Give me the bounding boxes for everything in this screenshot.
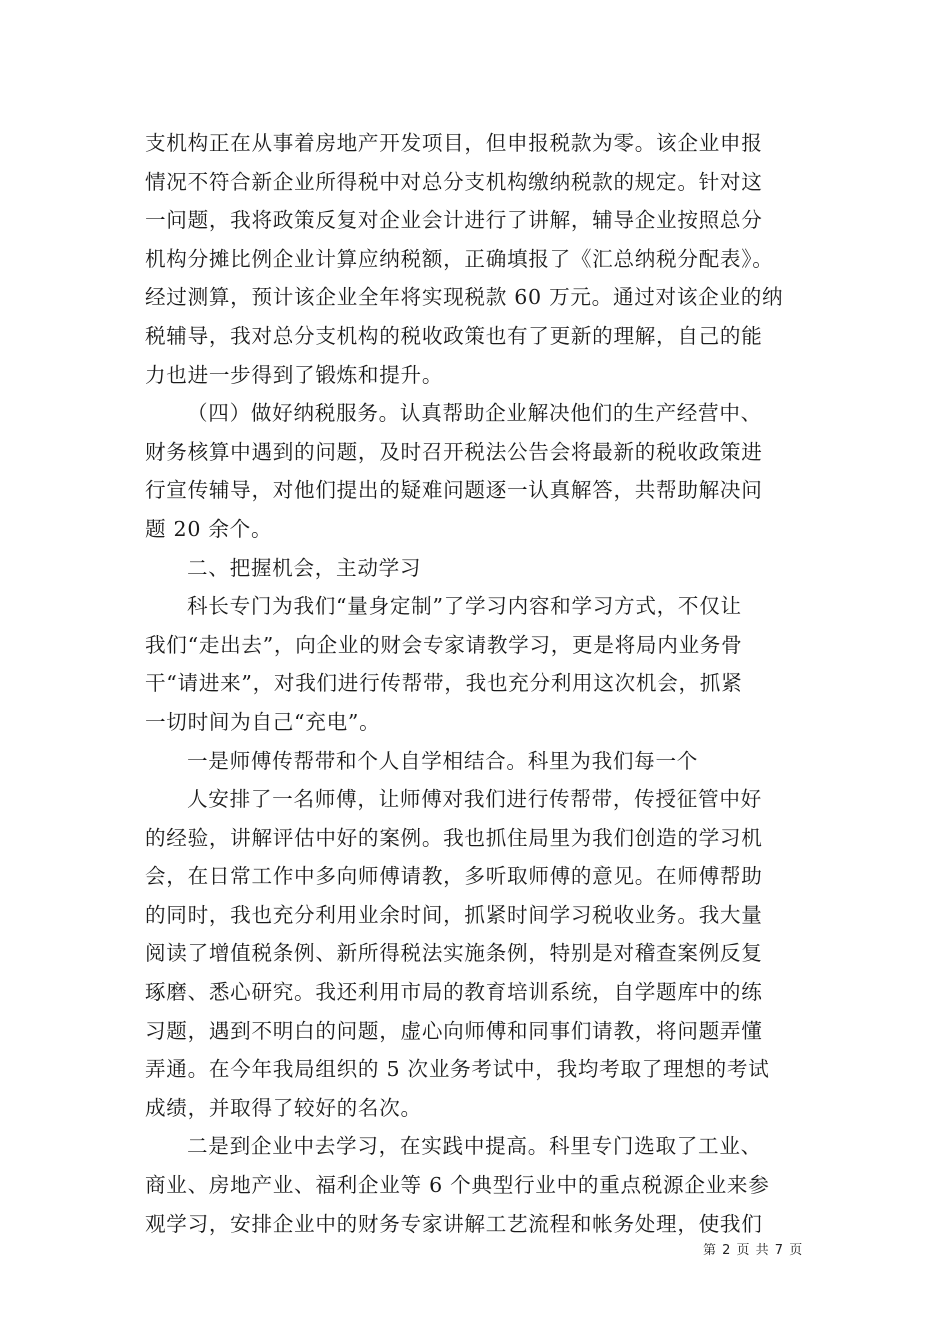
text-line: 阅读了增值税条例、新所得税法实施条例，特别是对稽查案例反复 [145,941,763,966]
text-line: 商业、房地产业、福利企业等 6 个典型行业中的重点税源企业来参 [145,1173,770,1198]
text-line: 财务核算中遇到的问题，及时召开税法公告会将最新的税收政策进 [145,439,763,464]
section-heading-learning: 二、把握机会，主动学习 [187,555,422,580]
text-line: 琢磨、悉心研究。我还利用市局的教育培训系统，自学题库中的练 [145,980,763,1005]
text-line: 机构分摊比例企业计算应纳税额，正确填报了《汇总纳税分配表》。 [145,246,774,271]
text-line: 情况不符合新企业所得税中对总分支机构缴纳税款的规定。针对这 [145,169,763,194]
text-line: 的经验，讲解评估中好的案例。我也抓住局里为我们创造的学习机 [145,825,763,850]
text-line: 科长专门为我们“量身定制”了学习内容和学习方式，不仅让 [187,594,742,619]
text-line: 力也进一步得到了锻炼和提升。 [145,362,444,387]
text-line: 支机构正在从事着房地产开发项目，但申报税款为零。该企业申报 [145,131,763,155]
text-line: 我们“走出去”，向企业的财会专家请教学习，更是将局内业务骨 [145,632,743,657]
text-line: 一切时间为自己“充电”。 [145,709,381,734]
text-line: 税辅导，我对总分支机构的税收政策也有了更新的理解，自己的能 [145,323,763,348]
text-line: 题 20 余个。 [145,516,273,541]
text-line: 一问题，我将政策反复对企业会计进行了讲解，辅导企业按照总分 [145,208,763,233]
text-line: 行宣传辅导，对他们提出的疑难问题逐一认真解答，共帮助解决问 [145,478,763,503]
section-heading-service: （四）做好纳税服务。认真帮助企业解决他们的生产经营中、 [187,401,762,426]
text-line: 观学习，安排企业中的财务专家讲解工艺流程和帐务处理，使我们 [145,1211,763,1236]
text-line: 会，在日常工作中多向师傅请教，多听取师傅的意见。在师傅帮助 [145,864,763,889]
text-line: 人安排了一名师傅，让师傅对我们进行传帮带，传授征管中好 [187,787,762,812]
page-number: 第 2 页 共 7 页 [703,1243,804,1258]
text-line: 二是到企业中去学习，在实践中提高。科里专门选取了工业、 [187,1134,762,1159]
text-line: 弄通。在今年我局组织的 5 次业务考试中，我均考取了理想的考试 [145,1057,770,1082]
document-body [145,124,807,1243]
text-line: 干“请进来”，对我们进行传帮带，我也充分利用这次机会，抓紧 [145,671,743,696]
text-line: 成绩，并取得了较好的名次。 [145,1095,422,1120]
text-line: 经过测算，预计该企业全年将实现税款 60 万元。通过对该企业的纳 [145,285,784,310]
text-line: 的同时，我也充分利用业余时间，抓紧时间学习税收业务。我大量 [145,902,763,927]
text-line: 一是师傅传帮带和个人自学相结合。科里为我们每一个 [187,748,699,773]
text-line: 习题，遇到不明白的问题，虚心向师傅和同事们请教，将问题弄懂 [145,1018,763,1043]
